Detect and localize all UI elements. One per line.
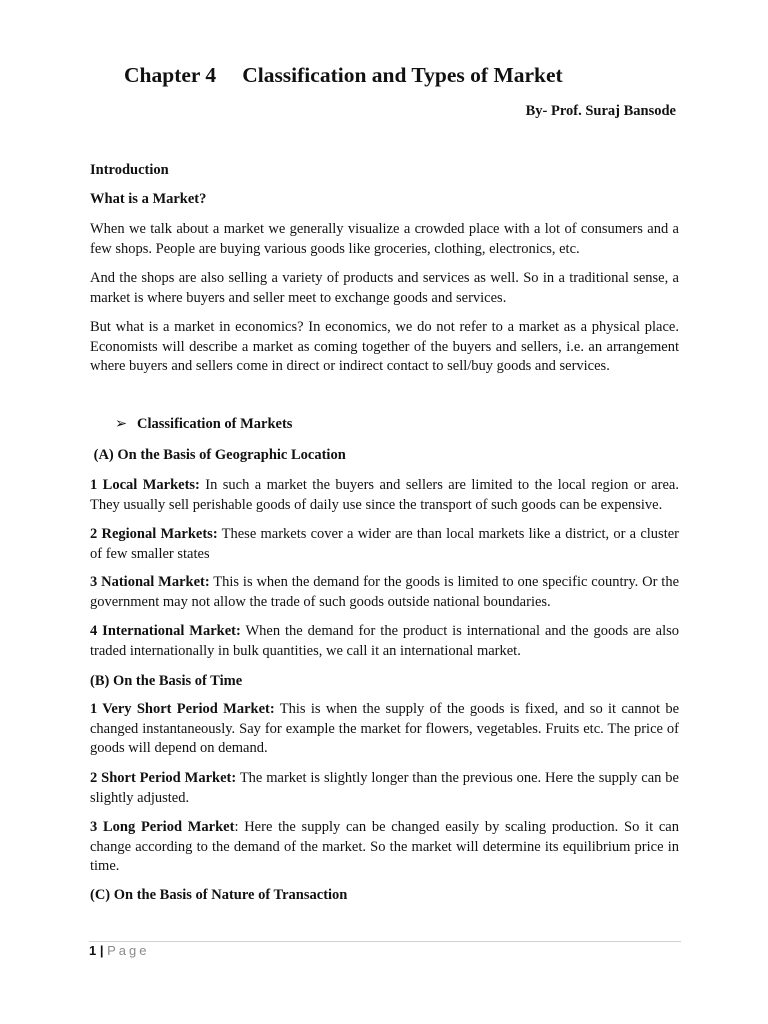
chapter-title	[124, 63, 563, 88]
very-short-period-text: This is when the supply of the goods is fixed, and so it cannot be changed instantaneously. Say for example the market for flowers, vegetables. Fruits etc. The price of goods will depend on demand.	[90, 701, 679, 756]
classification-heading	[115, 416, 292, 433]
national-market-paragraph	[90, 573, 679, 612]
chapter-name: Classification and Types of Market	[242, 63, 563, 87]
author-byline: By- Prof. Suraj Bansode	[525, 103, 676, 119]
arrow-bullet-icon: ➢	[115, 416, 128, 432]
page-separator: |	[96, 943, 108, 958]
national-market-label: 3 National Market:	[90, 574, 210, 590]
international-market-label: 4 International Market:	[90, 623, 241, 639]
very-short-period-paragraph	[90, 700, 679, 759]
classification-heading-text: Classification of Markets	[137, 416, 293, 432]
section-a-heading: (A) On the Basis of Geographic Location	[90, 447, 346, 463]
short-period-label: 2 Short Period Market:	[90, 770, 237, 786]
long-period-label: 3 Long Period Market	[90, 819, 235, 835]
international-market-paragraph	[90, 622, 679, 661]
local-market-label: 1 Local Markets:	[90, 477, 200, 493]
page-footer	[89, 943, 149, 958]
regional-market-text: These markets cover a wider are than local markets like a district, or a cluster of few smaller states	[90, 526, 679, 562]
intro-paragraph-2: And the shops are also selling a variety of products and services as well. So in a traditional sense, a market is where buyers and seller meet to exchange goods and services.	[90, 270, 679, 306]
regional-market-paragraph	[90, 525, 679, 564]
footer-divider	[89, 941, 681, 942]
page-word: Page	[107, 943, 150, 958]
page-number: 1	[89, 943, 97, 958]
what-is-market-heading: What is a Market?	[90, 191, 207, 207]
very-short-period-label: 1 Very Short Period Market:	[90, 701, 275, 717]
intro-paragraph-1: When we talk about a market we generally visualize a crowded place with a lot of consumers and a few shops. People are buying various goods like groceries, clothing, electronics, etc.	[90, 221, 679, 257]
intro-paragraph-3: But what is a market in economics? In economics, we do not refer to a market as a physical place. Economists will describe a market as coming together of the buyers and sellers, i.e. an arrangement where buyers and sellers come in direct or indirect contact to sell/buy goods and services.	[90, 319, 679, 374]
introduction-heading: Introduction	[90, 162, 169, 178]
long-period-paragraph	[90, 818, 679, 877]
regional-market-label: 2 Regional Markets:	[90, 526, 218, 542]
national-market-text: This is when the demand for the goods is limited to one specific country. Or the government may not allow the trade of such goods outside national boundaries.	[90, 574, 680, 610]
short-period-paragraph	[90, 769, 679, 808]
section-c-heading: (C) On the Basis of Nature of Transaction	[90, 887, 348, 903]
short-period-text: The market is slightly longer than the previous one. Here the supply can be slightly adjusted.	[90, 770, 679, 806]
local-market-text: In such a market the buyers and sellers are limited to the local region or area. They usually sell perishable goods of daily use since the transport of such goods can be expensive.	[90, 477, 679, 513]
chapter-number: Chapter 4	[124, 63, 217, 87]
section-b-heading: (B) On the Basis of Time	[90, 673, 243, 689]
international-market-text: When the demand for the product is international and the goods are also traded internationally in bulk quantities, we call it an international market.	[90, 623, 679, 659]
long-period-text: : Here the supply can be changed easily by scaling production. So it can change according to the demand of the market. So the market will determine its equilibrium price in time.	[90, 819, 679, 874]
local-market-paragraph	[90, 476, 679, 515]
